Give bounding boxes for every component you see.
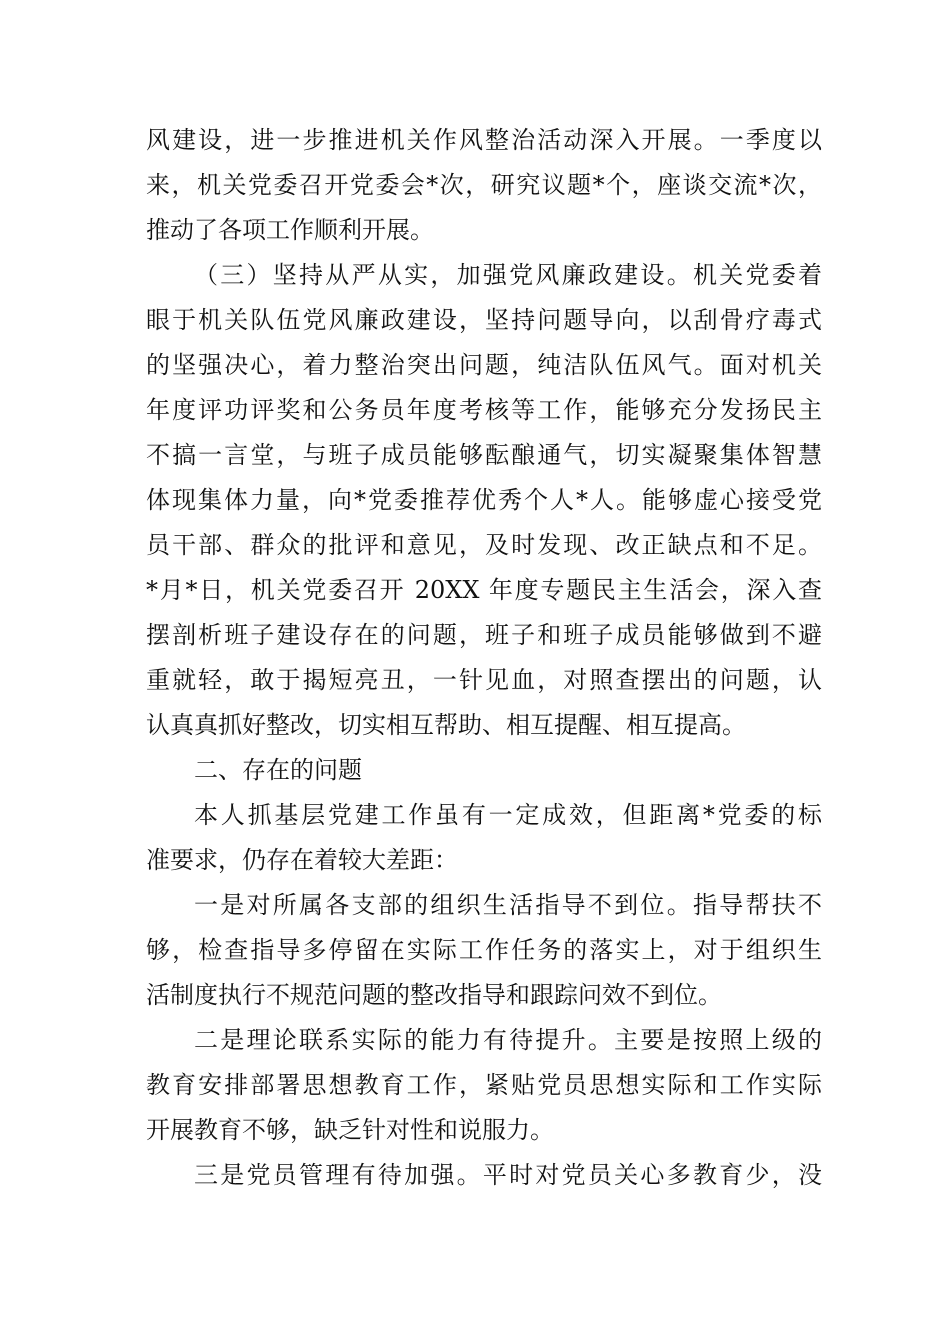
paragraph-line: 不搞一言堂，与班子成员能够酝酿通气，切实凝聚集体智慧 [146,441,822,469]
paragraph-line: 体现集体力量，向*党委推荐优秀个人*人。能够虚心接受党 [146,486,822,514]
paragraph-line: 的坚强决心，着力整治突出问题，纯洁队伍风气。面对机关 [146,351,822,379]
section-heading: 二、存在的问题 [194,756,362,784]
paragraph-line: 二是理论联系实际的能力有待提升。主要是按照上级的 [194,1026,822,1054]
paragraph-line: 活制度执行不规范问题的整改指导和跟踪问效不到位。 [146,981,722,1009]
paragraph-line: 准要求，仍存在着较大差距： [146,846,458,874]
paragraph-line: 年度评功评奖和公务员年度考核等工作，能够充分发扬民主 [146,396,822,424]
paragraph-line: 认真真抓好整改，切实相互帮助、相互提醒、相互提高。 [146,711,746,739]
paragraph-line: 教育安排部署思想教育工作，紧贴党员思想实际和工作实际 [146,1071,822,1099]
paragraph-line: 摆剖析班子建设存在的问题，班子和班子成员能够做到不避 [146,621,822,649]
paragraph-line: *月*日，机关党委召开 20XX 年度专题民主生活会，深入查 [146,576,822,604]
paragraph-line: 重就轻，敢于揭短亮丑，一针见血，对照查摆出的问题，认 [146,666,822,694]
paragraph-line: 来，机关党委召开党委会*次，研究议题*个，座谈交流*次， [146,171,822,199]
paragraph-line: 开展教育不够，缺乏针对性和说服力。 [146,1116,554,1144]
paragraph-line: 三是党员管理有待加强。平时对党员关心多教育少，没 [194,1161,822,1189]
paragraph-line: 风建设，进一步推进机关作风整治活动深入开展。一季度以 [146,126,822,154]
paragraph-line: 一是对所属各支部的组织生活指导不到位。指导帮扶不 [194,891,822,919]
paragraph-line: 眼于机关队伍党风廉政建设，坚持问题导向，以刮骨疗毒式 [146,306,822,334]
paragraph-line: 推动了各项工作顺利开展。 [146,216,434,244]
paragraph-line: 本人抓基层党建工作虽有一定成效，但距离*党委的标 [194,801,822,829]
section-heading-line: （三）坚持从严从实，加强党风廉政建设。机关党委着 [194,261,822,289]
paragraph-line: 够，检查指导多停留在实际工作任务的落实上，对于组织生 [146,936,822,964]
paragraph-line: 员干部、群众的批评和意见，及时发现、改正缺点和不足。 [146,531,822,559]
